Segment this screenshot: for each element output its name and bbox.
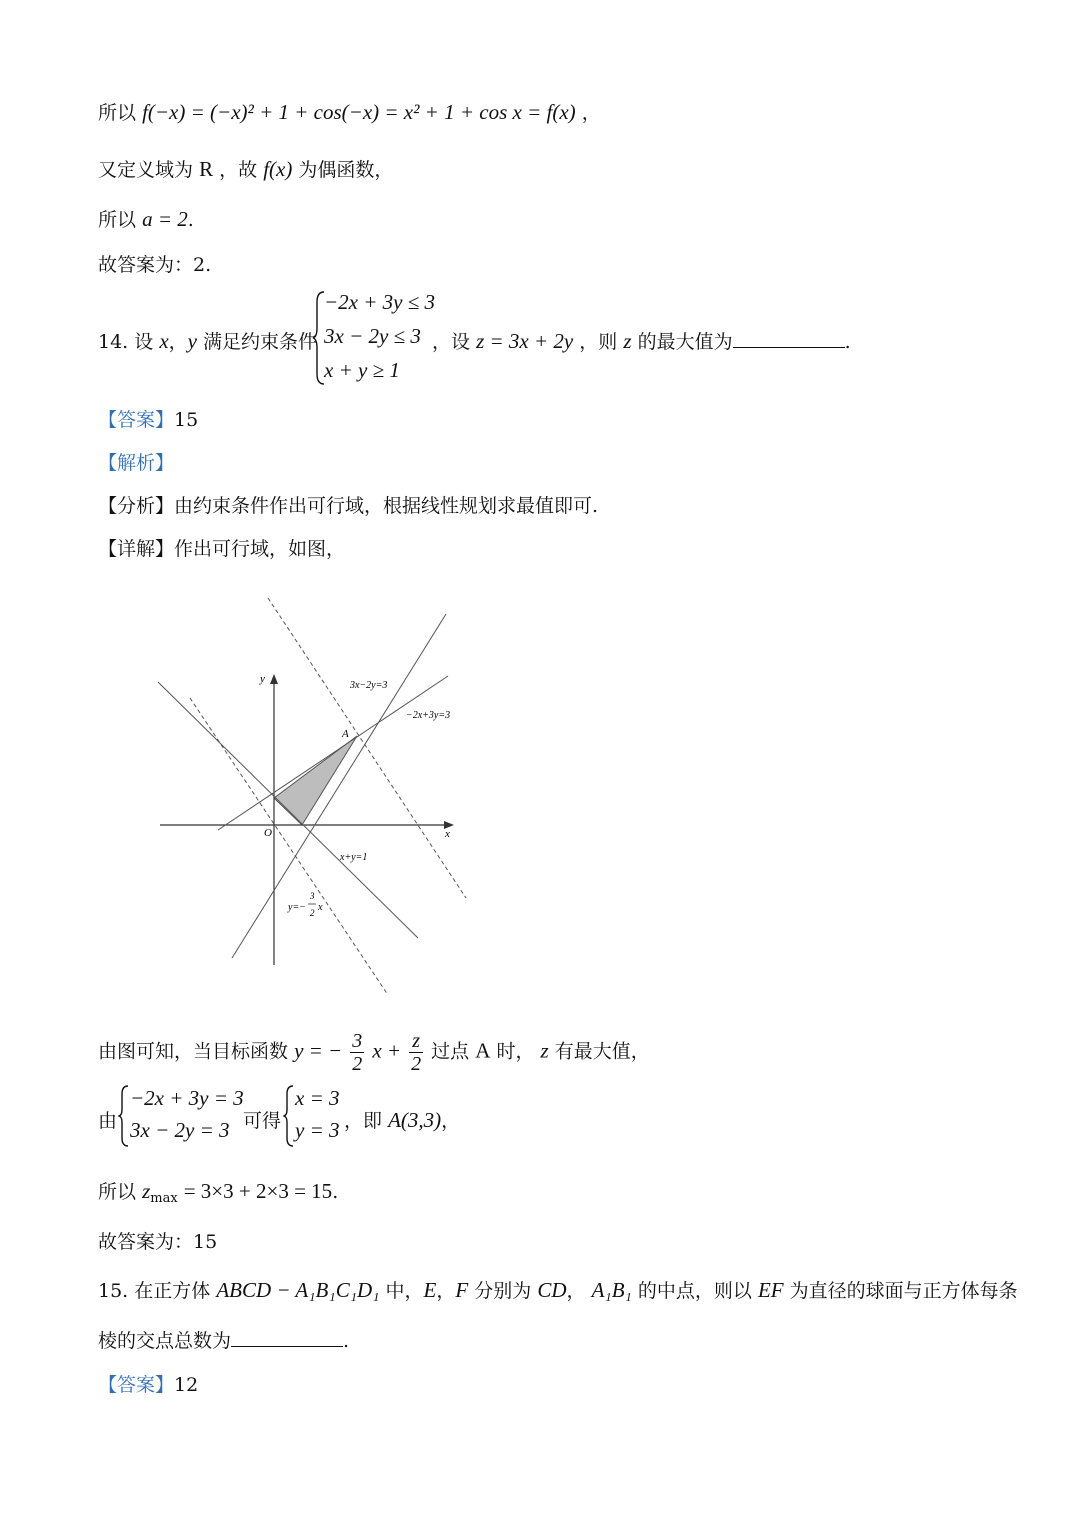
line-1 [98, 98, 601, 125]
math-symbol: A [475, 1038, 491, 1063]
text: ， [436, 1280, 456, 1302]
text: ， [168, 331, 188, 353]
math-expression: y = − [294, 1038, 343, 1063]
text: 由 [98, 1110, 118, 1132]
answer-tag: 【答案】 [98, 1374, 175, 1396]
denominator: 2 [411, 1053, 422, 1075]
answer-line-2 [98, 1370, 198, 1397]
fraction-3-2 [350, 1030, 364, 1075]
math-expression: f(x) [263, 157, 293, 181]
text: 所以 [98, 102, 137, 124]
numerator: 3 [352, 1030, 363, 1052]
text: . [343, 1330, 350, 1352]
text: ， [581, 102, 601, 124]
text: 时， [496, 1040, 535, 1063]
text: 又定义域为 [98, 159, 194, 181]
text: ，即 [344, 1110, 383, 1132]
constraint-3: x + y ≥ 1 [324, 358, 400, 382]
text: 所以 [98, 209, 137, 231]
feasible-region [274, 736, 357, 825]
text: 满足约束条件 [203, 331, 318, 353]
math-expression: x + [372, 1038, 402, 1063]
explanation-line-2-prefix [98, 1106, 117, 1133]
text: 的最大值为 [637, 331, 733, 353]
math-symbol: z [623, 329, 632, 353]
answer-value: 12 [174, 1374, 199, 1396]
math-symbol: F [455, 1278, 469, 1302]
question-14 [98, 327, 317, 354]
label-objective-prefix: y=− [288, 902, 306, 913]
text: 过点 [431, 1040, 470, 1063]
text: 有最大值， [554, 1040, 650, 1063]
text: 棱的交点总数为 [98, 1330, 232, 1352]
math-symbol: z [142, 1179, 151, 1203]
text: 的中点，则以 [637, 1280, 752, 1302]
explanation-line-3 [98, 1177, 338, 1206]
math-expression: ABCD − A₁B₁C₁D₁ [216, 1278, 380, 1302]
answer-value: 15 [174, 409, 199, 431]
text: . [332, 1181, 339, 1203]
solution-system [283, 1084, 353, 1148]
text: 15. 在正方体 [98, 1280, 211, 1302]
question-14-tail [432, 327, 851, 354]
answer-tag: 【答案】 [98, 409, 175, 431]
left-brace-icon [118, 1084, 130, 1148]
question-15 [98, 1276, 1018, 1303]
math-expression: A(3,3) [388, 1108, 442, 1132]
analysis-tag-line [98, 448, 174, 475]
xiangjie-text: 作出可行域，如图， [174, 538, 346, 560]
answer-blank [733, 329, 845, 348]
label-x: x [445, 828, 450, 840]
math-symbol: A₁B₁ [591, 1278, 632, 1302]
solution-y: y = 3 [295, 1118, 340, 1142]
fenxi-text: 由约束条件作出可行域，根据线性规划求最值即可. [174, 495, 599, 517]
line-x-y-1 [158, 682, 418, 938]
text: . [187, 209, 194, 231]
text: 可得 [243, 1110, 282, 1132]
label-line-x-y-1: x+y=1 [340, 852, 368, 863]
text: 为偶函数， [298, 159, 394, 181]
solution-x: x = 3 [295, 1086, 340, 1110]
xiangjie-tag: 【详解】 [98, 538, 175, 560]
explanation-line-2-tail [344, 1106, 460, 1133]
explanation-line-2-mid [243, 1106, 281, 1133]
label-point-A: A [342, 728, 349, 740]
line-2 [98, 155, 393, 182]
fraction-z-2 [409, 1030, 423, 1075]
text: 为直径的球面与正方体每条 [789, 1280, 1018, 1302]
analysis-tag: 【解析】 [98, 452, 175, 474]
label-objective-numerator: 3 [310, 891, 315, 901]
text: ，则 [579, 331, 618, 353]
fenxi-tag: 【分析】 [98, 495, 175, 517]
text: ，设 [432, 331, 471, 353]
constraint-2: 3x − 2y ≤ 3 [324, 324, 421, 348]
label-line-neg2x-3y-3: −2x+3y=3 [406, 710, 451, 721]
feasible-region-figure [150, 590, 490, 1010]
denominator: 2 [352, 1053, 363, 1075]
answer-line [98, 405, 198, 432]
equation-2: 3x − 2y = 3 [130, 1118, 230, 1142]
numerator: z [409, 1030, 423, 1053]
line-neg2x-3y-3 [218, 676, 451, 830]
math-symbol: E [423, 1278, 437, 1302]
subscript: max [150, 1191, 178, 1206]
math-symbol: EF [757, 1278, 784, 1302]
label-origin: O [264, 827, 272, 839]
fenxi-line [98, 491, 598, 518]
text: ， [566, 1280, 586, 1302]
math-expression: = 3×3 + 2×3 = 15 [183, 1179, 333, 1203]
math-expression: a = 2 [142, 207, 188, 231]
text: 所以 [98, 1181, 137, 1203]
math-symbol: R [199, 157, 214, 181]
math-symbol: x [159, 329, 169, 353]
text: 分别为 [474, 1280, 532, 1302]
line-4: 故答案为：2. [98, 254, 212, 276]
line-3 [98, 205, 194, 232]
math-symbol: CD [537, 1278, 567, 1302]
math-symbol: y [187, 329, 197, 353]
constraint-1: −2x + 3y ≤ 3 [324, 290, 436, 314]
label-objective-suffix: x [318, 902, 323, 913]
math-expression: z = 3x + 2y [476, 329, 574, 353]
text: . [844, 331, 851, 353]
label-objective-denominator: 2 [310, 908, 315, 918]
label-line-3x-2y-3: 3x−2y=3 [350, 680, 388, 691]
left-brace-icon [283, 1084, 295, 1148]
math-symbol: z [540, 1038, 549, 1063]
text: 中， [385, 1280, 424, 1302]
explanation-line-4: 故答案为：15 [98, 1231, 218, 1253]
objective-line-through-origin [190, 698, 388, 995]
y-axis-arrow-icon [270, 674, 278, 684]
answer-blank [231, 1328, 343, 1347]
equation-system [118, 1084, 248, 1148]
explanation-line-1 [98, 1030, 650, 1075]
xiangjie-line [98, 534, 345, 561]
equation-1: −2x + 3y = 3 [130, 1086, 244, 1110]
math-expression: f(−x) = (−x)² + 1 + cos(−x) = x² + 1 + cos x = f(x) [142, 100, 576, 124]
text: 由图可知，当目标函数 [98, 1040, 289, 1063]
label-y: y [260, 673, 265, 685]
text: ， [441, 1110, 461, 1132]
text: ，故 [219, 159, 258, 181]
text: 14. 设 [98, 331, 154, 353]
question-15-line-2 [98, 1326, 349, 1353]
